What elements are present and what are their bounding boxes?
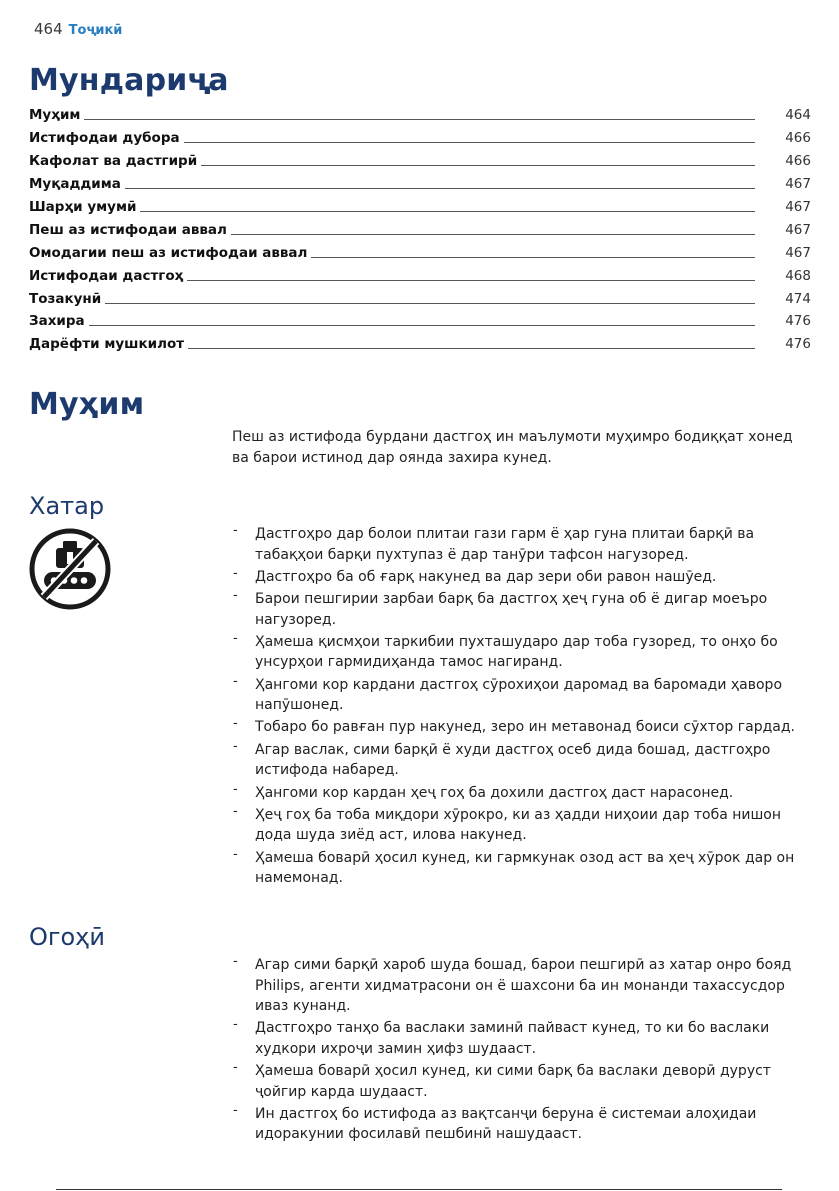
important-intro: Пеш аз истифода бурдани дастгоҳ ин маълумоти муҳимро бодиққат хонед ва барои истинод дар оянда захира кунед. xyxy=(232,429,793,466)
toc-leader xyxy=(89,316,755,326)
toc-entry-page: 464 xyxy=(785,107,811,124)
toc-entry[interactable] xyxy=(29,310,811,333)
toc-entry-label: Муқаддима xyxy=(29,176,121,193)
list-item: - Ҳамеша боварӣ ҳосил кунед, ки гармкунак озод аст ва ҳеҷ хӯрок дар он намемонад. xyxy=(232,848,802,889)
toc-entry-page: 474 xyxy=(785,290,811,307)
toc-entry-label: Захира xyxy=(29,313,85,330)
toc-leader xyxy=(184,133,755,143)
toc-entry[interactable] xyxy=(29,241,811,264)
important-title: Муҳим xyxy=(29,387,145,422)
list-item: - Ин дастгоҳ бо истифода аз вақтсанҷи беруна ё системаи алоҳидаи идоракунии фосилавӣ пешбинӣ нашудааст. xyxy=(232,1104,802,1145)
toc-entry[interactable] xyxy=(29,196,811,219)
list-item: - Тобаро бо равған пур накунед, зеро ин метавонад боиси сӯхтор гардад. xyxy=(232,717,802,738)
toc-entry[interactable] xyxy=(29,218,811,241)
list-item: - Агар васлак, сими барқӣ ё худи дастгоҳ осеб дида бошад, дастгоҳро истифода набаред. xyxy=(232,740,802,781)
toc-entry-page: 468 xyxy=(785,267,811,284)
toc-entry[interactable] xyxy=(29,104,811,127)
danger-list xyxy=(232,524,802,890)
toc-entry-page: 476 xyxy=(785,313,811,330)
toc-entry-page: 476 xyxy=(785,336,811,353)
page-header xyxy=(34,20,122,42)
toc-entry[interactable] xyxy=(29,287,811,310)
toc-leader xyxy=(187,271,755,281)
toc-entry-label: Истифодаи дастгоҳ xyxy=(29,267,184,284)
list-item: - Дастгоҳро ба об ғарқ накунед ва дар зери оби равон нашӯед. xyxy=(232,567,802,588)
toc-leader xyxy=(105,294,755,304)
toc-entry-page: 467 xyxy=(785,176,811,193)
toc-entry[interactable] xyxy=(29,127,811,150)
toc-entry-page: 467 xyxy=(785,221,811,238)
list-item: - Дастгоҳро дар болои плитаи гази гарм ё ҳар гуна плитаи барқӣ ва табақҳои барқи пухтупаз ё дар танӯри тафсон нагузоред. xyxy=(232,524,802,565)
footer-divider xyxy=(56,1189,782,1190)
toc-leader xyxy=(201,156,755,166)
warning-title: Огоҳӣ xyxy=(29,923,105,951)
toc-leader xyxy=(311,248,755,258)
toc-entry-page: 466 xyxy=(785,130,811,147)
toc-leader xyxy=(125,179,755,189)
list-item: - Ҳангоми кор кардани дастгоҳ сӯрохиҳои даромад ва баромади ҳаворо напӯшонед. xyxy=(232,675,802,716)
toc-entry-page: 467 xyxy=(785,244,811,261)
list-item: - Агар сими барқӣ хароб шуда бошад, барои пешгирӣ аз хатар онро бояд Philips, агенти хидматрасони он ё шахсони ба ин монанди тахассусдор иваз кунанд. xyxy=(232,955,802,1017)
toc-title: Мундариҷа xyxy=(29,63,229,98)
toc-entry-label: Истифодаи дубора xyxy=(29,130,180,147)
list-item: - Ҳангоми кор кардан ҳеҷ гоҳ ба дохили дастгоҳ даст нарасонед. xyxy=(232,783,802,804)
page-number: 464 xyxy=(34,20,63,38)
toc-entry-label: Шарҳи умумӣ xyxy=(29,199,137,215)
list-item: - Ҳамеша қисмҳои таркибии пухташударо дар тоба гузоред, то онҳо бо унсурҳои гармидиҳанда тамос нагиранд. xyxy=(232,632,802,673)
toc-entry[interactable] xyxy=(29,264,811,287)
toc-leader xyxy=(140,202,755,212)
toc-entry-page: 467 xyxy=(785,199,811,215)
list-item: - Ҳеҷ гоҳ ба тоба миқдори хӯрокро, ки аз ҳадди ниҳоии дар тоба нишон дода шуда зиёд аст, илова накунед. xyxy=(232,805,802,846)
list-item: - Ҳамеша боварӣ ҳосил кунед, ки сими барқ ба васлаки деворӣ дуруст ҷойгир карда шудааст. xyxy=(232,1061,802,1102)
toc-entry[interactable] xyxy=(29,173,811,196)
toc-leader xyxy=(84,110,755,120)
toc-entry-label: Омодагии пеш аз истифодаи аввал xyxy=(29,244,308,261)
no-hot-surface-icon xyxy=(28,527,112,611)
toc-entry[interactable] xyxy=(29,333,811,356)
toc-entry-label: Пеш аз истифодаи аввал xyxy=(29,221,227,238)
table-of-contents xyxy=(29,104,811,356)
toc-entry-label: Тозакунӣ xyxy=(29,290,102,307)
danger-title: Хатар xyxy=(29,492,105,520)
list-item: - Барои пешгирии зарбаи барқ ба дастгоҳ ҳеҷ гуна об ё дигар моеъро нагузоред. xyxy=(232,589,802,630)
toc-entry-label: Кафолат ва дастгирӣ xyxy=(29,153,198,170)
toc-entry-page: 466 xyxy=(785,153,811,170)
warning-list xyxy=(232,955,802,1147)
list-item: - Дастгоҳро танҳо ба васлаки заминӣ пайваст кунед, то ки бо васлаки худкори ихроҷи замин ҳифз шудааст. xyxy=(232,1018,802,1059)
toc-entry[interactable] xyxy=(29,150,811,173)
language-label: Тоҷикӣ xyxy=(68,23,123,38)
toc-entry-label: Дарёфти мушкилот xyxy=(29,336,185,353)
toc-leader xyxy=(231,225,755,235)
toc-leader xyxy=(188,339,755,349)
toc-entry-label: Муҳим xyxy=(29,107,81,124)
